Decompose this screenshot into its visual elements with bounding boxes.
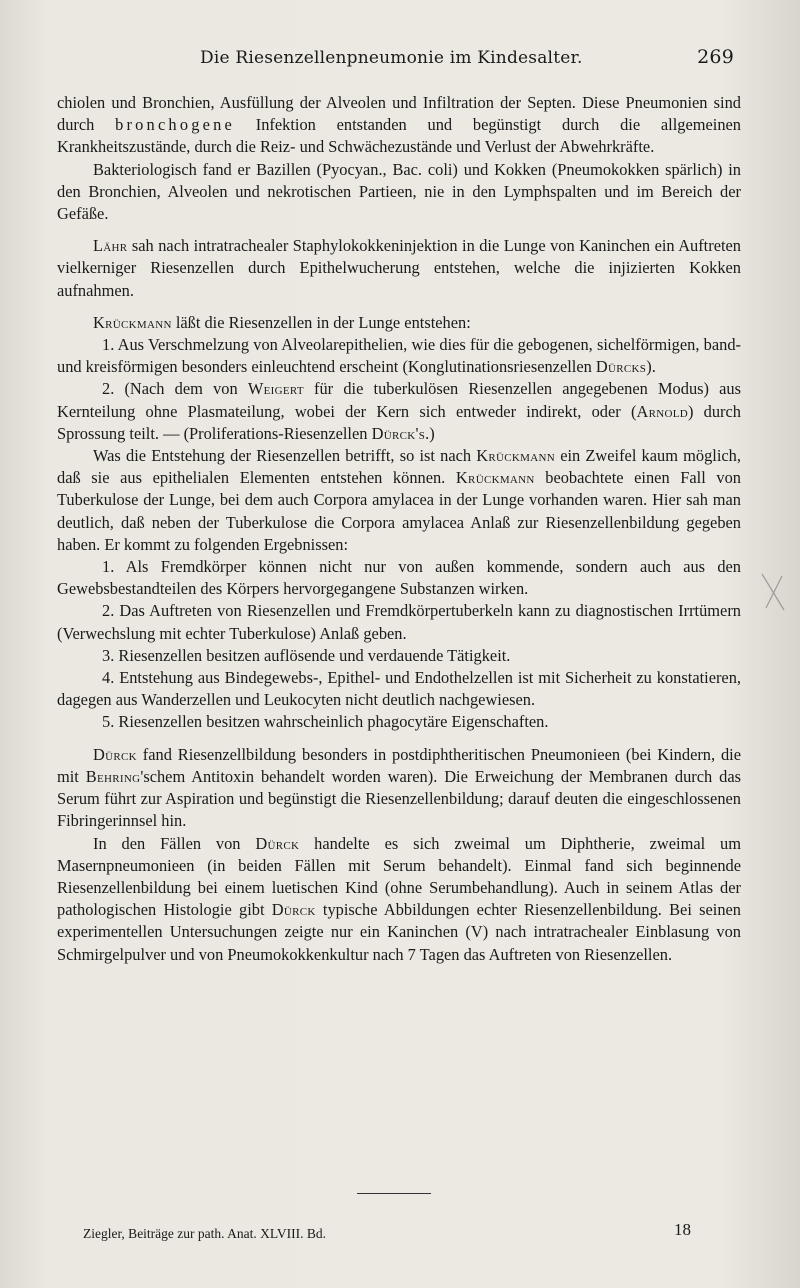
text-run: Was die Entstehung der Riesenzellen betrifft, so ist nach [93, 446, 477, 466]
text-run: 1. Aus Verschmelzung von Alveolarepithelien, wie dies für die gebogenen, sichelförmigen, band- und kreisförmigen besonders einleuchtend erscheint (Konglutinationsriesenzellen [57, 335, 741, 377]
text-run: handelte es sich zweimal um Diphtherie, zweimal um Masernpneumonieen (in beiden Fällen mit Serum behandelt). Einmal fand sich beginnende Riesenzellenbildung bei einem luetischen Kind (ohne Serumbehandlung). Auch in seinem Atlas der pathologischen Histologie gibt [57, 833, 741, 920]
author-name: Arnold [636, 401, 688, 421]
list-item: 5. Riesenzellen besitzen wahrscheinlich phagocytäre Eigenschaften. [102, 712, 549, 732]
text-run: ) durch Sprossung teilt. — (Proliferations-Riesenzellen [57, 401, 741, 443]
paragraph [57, 833, 741, 966]
list-item: 4. Entstehung aus Bindegewebs-, Epithel- und Endothelzellen ist mit Sicherheit zu konstatieren, dagegen aus Wanderzellen und Leukocyten nicht deutlich nachgewiesen. [57, 668, 741, 710]
list-item: 1. Als Fremdkörper können nicht nur von außen kommende, sondern auch aus den Gewebsbestandteilen des Körpers hervorgegangene Substanzen wirken. [57, 557, 741, 599]
list-item [57, 378, 741, 445]
author-name: Behring [85, 766, 141, 786]
author-name: Krückmann [93, 312, 172, 332]
author-name: Dürck [93, 744, 137, 764]
text-run: 2. (Nach dem von [102, 379, 248, 399]
text-run: läßt die Riesenzellen in der Lunge entstehen: [171, 312, 471, 332]
author-name: Dürck's [371, 423, 426, 443]
author-name: Krückmann [455, 468, 535, 488]
list-item [57, 334, 741, 378]
text-run: chiolen und Bronchien, Ausfüllung der Alveolen und Infiltration der Septen. Diese Pneumonien sind durch [57, 93, 741, 135]
text-run: ein Zweifel kaum möglich, daß sie aus epithelialen Elementen entstehen können. [57, 446, 741, 488]
author-name: Lähr [93, 236, 128, 256]
list-item: 3. Riesenzellen besitzen auflösende und verdauende Tätigkeit. [102, 645, 511, 665]
text-run: Infektion entstanden und begünstigt durch die allgemeinen Krankheitszustände, durch die Reiz- und Schwächezustände und Verlust der Abwehrkräfte. [57, 115, 741, 157]
text-run: für die tuberkulösen Riesenzellen angegebenen Modus) aus Kernteilung ohne Plasmateilung, wobei der Kern sich entweder indirekt, oder ( [57, 379, 742, 421]
footer [83, 1220, 703, 1242]
citation: Ziegler, Beiträge zur path. Anat. XLVIII. Bd. [83, 1226, 327, 1241]
text-run: 'schem Antitoxin behandelt worden waren). Die Erweichung der Membranen durch das Serum führt zur Aspiration und begünstigt die Riesenzellenbildung; darauf deuten die eingeschlossenen Fibringerinnsel hin. [57, 766, 741, 831]
list-item: 2. Das Auftreten von Riesenzellen und Fremdkörpertuberkeln kann zu diagnostischen Irrtümern (Verwechslung mit echter Tuberkulose) Anlaß geben. [57, 601, 741, 643]
text-run: beobachtete einen Fall von Tuberkulose der Lunge, bei dem auch Corpora amylacea in der Lunge vorhanden waren. Hier sah man deutlich, daß neben der Tuberkulose die Corpora amylacea Anlaß zur Riesenzellenbildung gegeben haben. Er kommt zu folgenden Ergebnissen: [57, 468, 741, 554]
running-title: Die Riesenzellenpneumonie im Kindesalter. [200, 48, 583, 68]
paragraph [57, 92, 741, 159]
author-name: Dürck [255, 833, 300, 853]
text-run: sah nach intratrachealer Staphylokokkeninjektion in die Lunge von Kaninchen ein Auftreten vielkerniger Riesenzellen durch Epithelwucherung entstehen, welche die injizierten Kokken aufnahmen. [57, 236, 741, 300]
footer-rule [357, 1193, 431, 1194]
page-number: 269 [697, 46, 734, 68]
author-name: Dürck [271, 900, 316, 920]
pencil-cross-mark-icon [758, 572, 788, 612]
author-name: Dürcks [595, 357, 647, 377]
signature-mark: 18 [674, 1220, 691, 1239]
author-name: Weigert [247, 379, 304, 399]
author-name: Krückmann [476, 446, 555, 466]
text-run: ). [646, 357, 656, 377]
paragraph [57, 312, 741, 334]
body-text [57, 92, 741, 966]
text-run: typische Abbildungen echter Riesenzellenbildung. Bei seinen experimentellen Untersuchungen zeigte nur ein Kaninchen (V) nach intratrachealer Einblasung von Schmirgelpulver und von Pneumokokkenkultur nach 7 Tagen das Auftreten von Riesenzellen. [57, 900, 741, 964]
text-run: In den Fällen von [93, 833, 256, 853]
paragraph [57, 445, 741, 556]
paragraph: Bakteriologisch fand er Bazillen (Pyocyan., Bac. coli) und Kokken (Pneumokokken spärlich) in den Bronchien, Alveolen und nekrotischen Partieen, nie in den Lymphspalten und im Bereich der Gefäße. [57, 159, 741, 224]
paragraph [57, 744, 741, 833]
text-run: fand Riesenzellbildung besonders in postdiphtheritischen Pneumonieen (bei Kindern, die mit [57, 744, 741, 786]
paragraph [57, 235, 741, 302]
spaced-emphasis: bronchogene [115, 115, 235, 135]
text-run: .) [425, 423, 435, 443]
